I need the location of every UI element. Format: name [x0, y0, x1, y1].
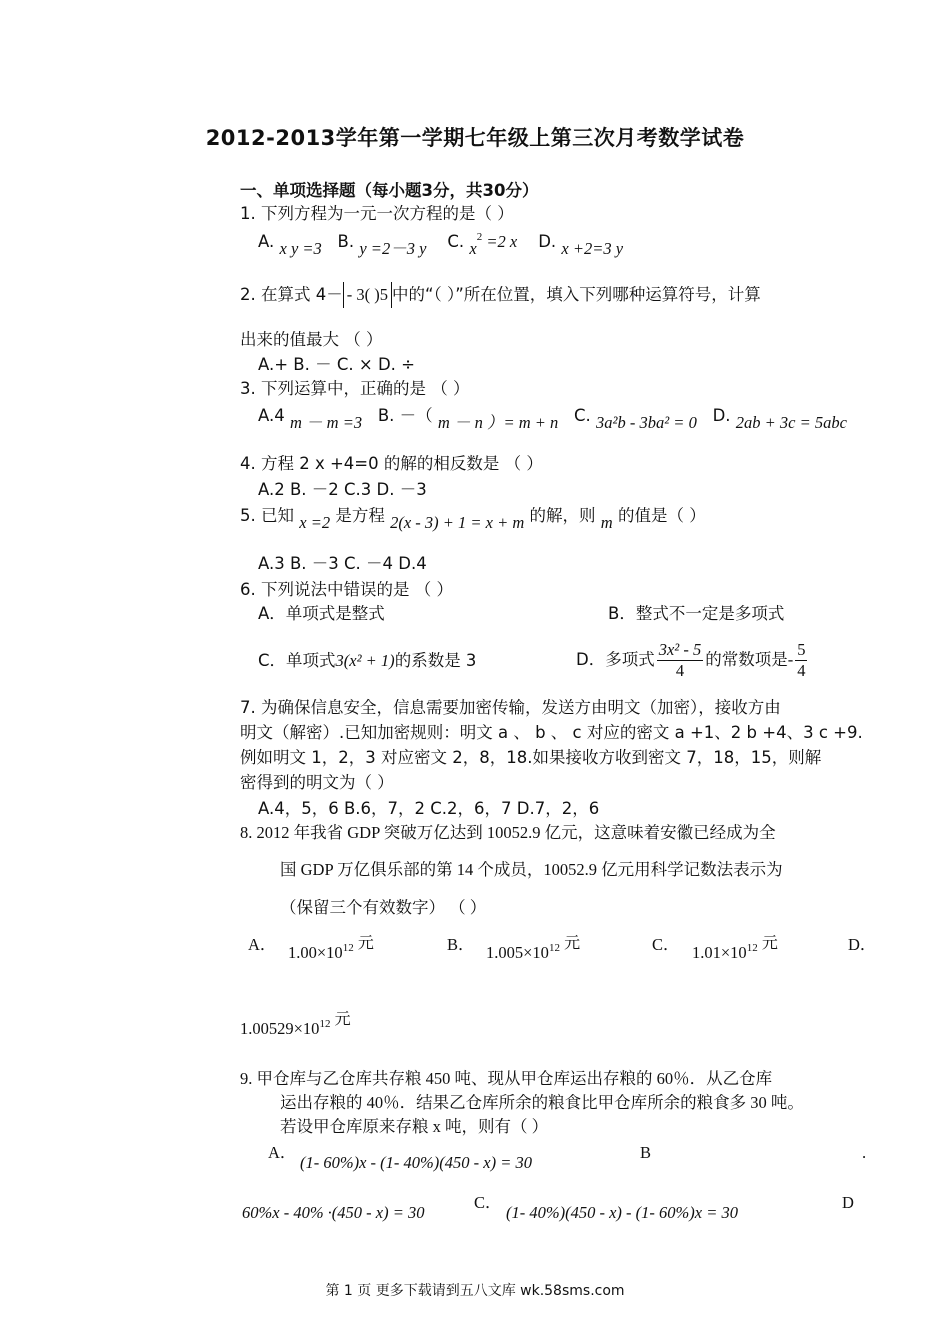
q9-line3: 若设甲仓库原来存粮 x 吨，则有（ ）: [280, 1117, 549, 1136]
q2-stem-pre: 2. 在算式 4－: [240, 285, 343, 304]
q9-c-label: C．: [474, 1193, 502, 1212]
q2-stem: [240, 282, 761, 308]
q8-b-label: B．: [447, 935, 475, 954]
q7-line4: 密得到的明文为（ ）: [240, 773, 394, 792]
q1-b-label: B.: [337, 232, 355, 251]
q8-line2: 国 GDP 万亿俱乐部的第 14 个成员，10052.9 亿元用科学记数法表示为: [280, 860, 783, 879]
q7-options: A.4，5，6 B.6，7，2 C.2，6，7 D.7，2，6: [258, 799, 600, 818]
q6-d-denominator2: 4: [797, 661, 806, 680]
q9-option-c: (1- 40%)(450 - x) - (1- 60%)x = 30: [506, 1203, 738, 1222]
q7-line3: 例如明文 1，2，3 对应密文 2，8，18.如果接收方收到密文 7，18，15，则解: [240, 748, 822, 767]
q6-option-a: A．单项式是整式: [258, 604, 385, 623]
q5-options: A.3 B. －3 C. －4 D.4: [258, 554, 427, 573]
q8-option-c: [692, 935, 778, 966]
q1-b-expr: y =2－3 y: [359, 239, 427, 258]
q5-equation: 2(x - 3) + 1 = x + m: [390, 513, 525, 532]
q8-a-expr: 1.00×10: [288, 943, 343, 962]
q9-b-dot: .: [862, 1143, 867, 1162]
q1-c-post: =2 x: [482, 232, 518, 251]
q6-d-fraction: [657, 640, 704, 681]
q6-c-expr: 3(x² + 1): [335, 651, 395, 670]
q6-c-pre: C．单项式: [258, 651, 336, 670]
q3-a-label: A.4: [258, 406, 285, 425]
q3-d-label: D.: [712, 406, 731, 425]
section-heading: 一、单项选择题（每小题3分，共30分）: [240, 181, 539, 200]
q8-d-label: D．: [848, 935, 877, 954]
q3-options: [258, 405, 847, 432]
q1-a-label: A.: [258, 232, 275, 251]
q8-c-unit: 元: [761, 935, 778, 952]
q3-b-label: B. －（: [377, 406, 433, 425]
q1-c-pre: x: [469, 239, 477, 258]
q8-c-label: C．: [652, 935, 680, 954]
q6-d-numerator2: 5: [797, 640, 806, 659]
q1-stem: 1. 下列方程为一元一次方程的是（ ）: [240, 204, 514, 223]
q8-b-unit: 元: [564, 935, 581, 952]
q8-option-d: [240, 1011, 351, 1042]
q8-d-exp: 12: [319, 1018, 331, 1030]
q8-option-b: [486, 935, 581, 966]
q2-stem-line2: 出来的值最大 （ ）: [240, 330, 383, 349]
q5-stem-mid: 是方程: [335, 506, 385, 525]
q3-stem: 3. 下列运算中，正确的是 （ ）: [240, 379, 470, 398]
q5-stem: [240, 505, 706, 532]
q6-d-fraction2: [795, 640, 807, 681]
q5-stem-end: 的值是（ ）: [617, 506, 706, 525]
q5-m: m: [600, 513, 613, 532]
q3-c-label: C.: [574, 406, 591, 425]
q6-option-d: [576, 640, 809, 681]
q8-line1: 8. 2012 年我省 GDP 突破万亿达到 10052.9 亿元，这意味着安徽已经成为全: [240, 823, 776, 842]
q8-d-unit: 元: [334, 1011, 351, 1028]
q2-abs-expr: - 3( )5: [343, 282, 392, 308]
q8-d-expr: 1.00529×10: [240, 1019, 320, 1038]
q3-b-expr: m － n ）= m + n: [437, 413, 559, 432]
q9-line1: 9. 甲仓库与乙仓库共存粮 450 吨、现从甲仓库运出存粮的 60％．从乙仓库: [240, 1069, 773, 1088]
q8-a-label: A．: [248, 935, 277, 954]
q9-a-label: A．: [268, 1143, 297, 1162]
q3-d-expr: 2ab + 3c = 5abc: [735, 413, 847, 432]
q6-stem: 6. 下列说法中错误的是 （ ）: [240, 580, 453, 599]
q6-d-denominator: 4: [675, 661, 685, 680]
q8-c-expr: 1.01×10: [692, 943, 747, 962]
q6-d-pre: D．多项式: [576, 650, 655, 669]
q8-a-unit: 元: [357, 935, 374, 952]
q1-a-expr: x y =3: [279, 239, 322, 258]
q2-stem-post: 中的“（ ）”所在位置，填入下列哪种运算符号，计算: [391, 285, 761, 304]
q9-option-b: 60%x - 40% ·(450 - x) = 30: [242, 1203, 425, 1222]
q9-d-label: D: [842, 1193, 854, 1212]
q1-d-label: D.: [538, 232, 557, 251]
q8-b-exp: 12: [548, 942, 560, 954]
q1-options: [258, 231, 624, 258]
q5-x-expr: x =2: [299, 513, 331, 532]
q5-stem-pre: 5. 已知: [240, 506, 294, 525]
q6-d-numerator: 3x² - 5: [658, 640, 702, 659]
q1-c-label: C.: [447, 232, 465, 251]
q7-line1: 7. 为确保信息安全，信息需要加密传输，发送方由明文（加密），接收方由: [240, 698, 781, 717]
q4-options: A.2 B. －2 C.3 D. －3: [258, 480, 427, 499]
q8-option-a: [288, 935, 374, 966]
q6-c-post: 的系数是 3: [394, 651, 477, 670]
q4-stem: 4. 方程 2 x +4=0 的解的相反数是 （ ）: [240, 454, 543, 473]
q9-b-label: B: [640, 1143, 652, 1162]
q5-stem-post: 的解，则: [529, 506, 596, 525]
q9-option-a: (1- 60%)x - (1- 40%)(450 - x) = 30: [300, 1153, 532, 1172]
q6-option-c: [258, 650, 476, 672]
q8-b-expr: 1.005×10: [486, 943, 549, 962]
q9-line2: 运出存粮的 40％．结果乙仓库所余的粮食比甲仓库所余的粮食多 30 吨。: [280, 1093, 804, 1112]
q7-line2: 明文（解密）.已知加密规则：明文 a 、 b 、 c 对应的密文 a +1、2 b +4、3 c +9.: [240, 723, 863, 742]
q8-c-exp: 12: [746, 942, 758, 954]
q6-d-mid: 的常数项是: [705, 650, 788, 669]
q8-a-exp: 12: [342, 942, 354, 954]
page-footer: 第 1 页 更多下载请到五八文库 wk.58sms.com: [325, 1283, 625, 1299]
q6-d-sign: -: [787, 650, 794, 669]
q1-c-sup: 2: [476, 231, 483, 243]
page-title: 2012-2013学年第一学期七年级上第三次月考数学试卷: [205, 126, 745, 150]
q8-line3: （保留三个有效数字） （ ）: [280, 898, 487, 917]
q2-options: A.+ B. － C. × D. ÷: [258, 355, 415, 374]
q1-d-expr: x +2=3 y: [561, 239, 624, 258]
q3-a-expr: m － m =3: [290, 413, 363, 432]
q3-c-expr: 3a²b - 3ba² = 0: [596, 413, 697, 432]
q6-option-b: B．整式不一定是多项式: [608, 604, 785, 623]
